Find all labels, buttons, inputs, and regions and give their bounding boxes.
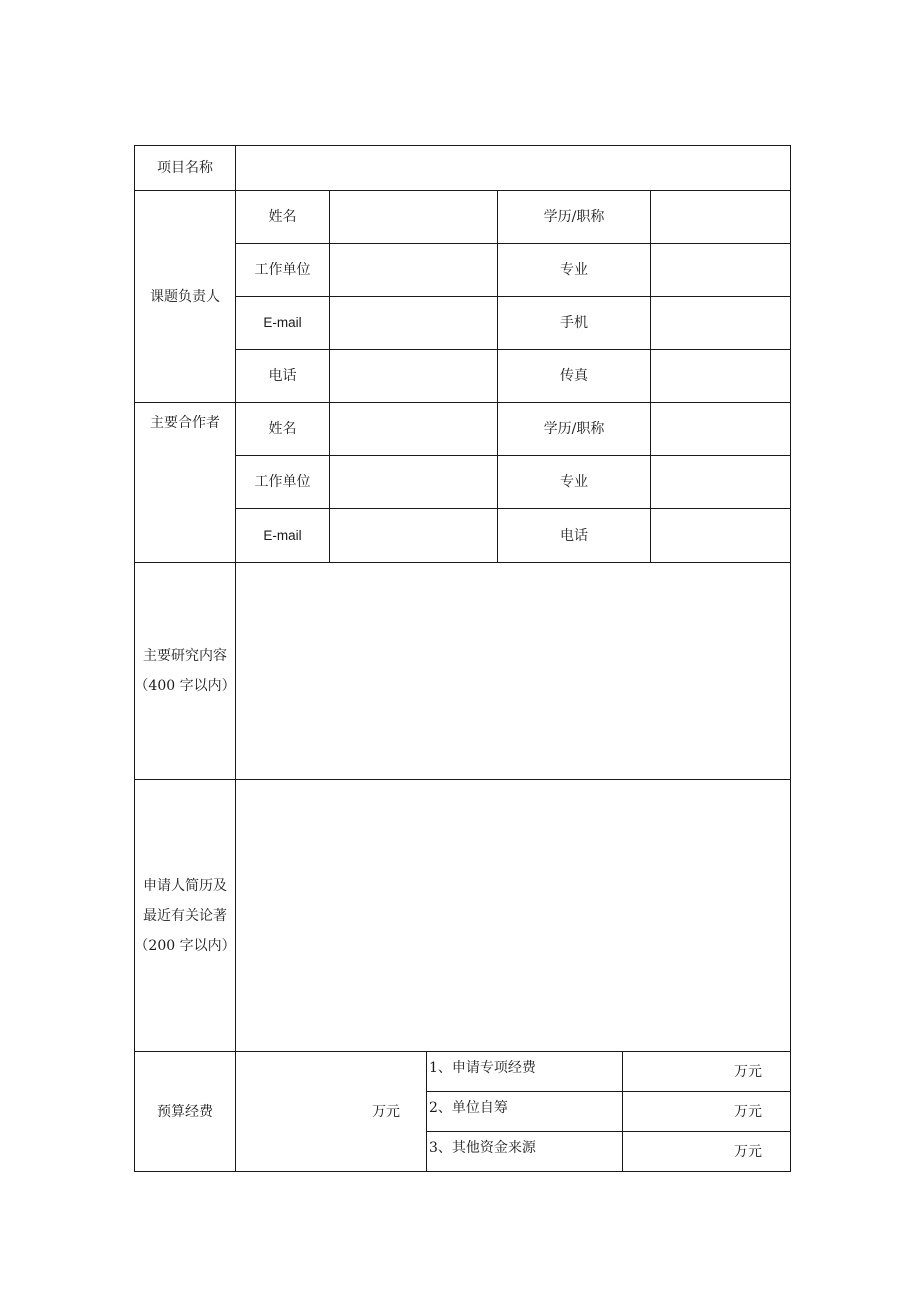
budget-item-3-field[interactable] [622, 1131, 791, 1172]
collaborator-phone-label: 电话 [497, 508, 651, 563]
resume-label-line1: 申请人简历及 [143, 877, 227, 894]
principal-email-label: E-mail [235, 296, 330, 350]
collaborator-unit-label: 工作单位 [235, 455, 330, 509]
resume-label [134, 779, 236, 1052]
budget-item-1-label: 1、申请专项经费 [426, 1051, 623, 1092]
principal-unit-label: 工作单位 [235, 243, 330, 297]
principal-fax-label: 传真 [497, 349, 651, 403]
principal-major-field[interactable] [650, 243, 791, 297]
principal-name-field[interactable] [329, 190, 498, 244]
budget-item-1-unit: 万元 [734, 1063, 762, 1080]
budget-item-3-unit: 万元 [734, 1143, 762, 1160]
principal-label: 课题负责人 [134, 190, 236, 403]
collaborator-major-field[interactable] [650, 455, 791, 509]
principal-major-label: 专业 [497, 243, 651, 297]
budget-item-2-label: 2、单位自筹 [426, 1091, 623, 1132]
research-content-label-line1: 主要研究内容 [143, 648, 227, 664]
principal-unit-field[interactable] [329, 243, 498, 297]
budget-total-field[interactable] [235, 1051, 427, 1172]
resume-label-line3: （200 字以内） [134, 937, 236, 954]
principal-mobile-label: 手机 [497, 296, 651, 350]
principal-education-label: 学历/职称 [497, 190, 651, 244]
principal-name-label: 姓名 [235, 190, 330, 244]
collaborator-unit-field[interactable] [329, 455, 498, 509]
principal-education-field[interactable] [650, 190, 791, 244]
research-content-label [134, 562, 236, 780]
collaborator-education-field[interactable] [650, 402, 791, 456]
principal-phone-label: 电话 [235, 349, 330, 403]
collaborator-name-label: 姓名 [235, 402, 330, 456]
budget-item-1-field[interactable] [622, 1051, 791, 1092]
resume-field[interactable] [235, 779, 791, 1052]
collaborator-name-field[interactable] [329, 402, 498, 456]
research-content-field[interactable] [235, 562, 791, 780]
principal-mobile-field[interactable] [650, 296, 791, 350]
budget-item-3-label: 3、其他资金来源 [426, 1131, 623, 1172]
resume-label-line2: 最近有关论著 [143, 907, 227, 924]
collaborator-education-label: 学历/职称 [497, 402, 651, 456]
project-name-field[interactable] [235, 145, 791, 191]
application-form-table [134, 145, 791, 1172]
collaborator-email-label: E-mail [235, 508, 330, 563]
budget-item-2-unit: 万元 [734, 1103, 762, 1120]
collaborator-major-label: 专业 [497, 455, 651, 509]
budget-total-unit: 万元 [372, 1103, 400, 1120]
budget-label: 预算经费 [134, 1051, 236, 1172]
collaborator-email-field[interactable] [329, 508, 498, 563]
project-name-label: 项目名称 [134, 145, 236, 191]
collaborator-phone-field[interactable] [650, 508, 791, 563]
principal-fax-field[interactable] [650, 349, 791, 403]
principal-email-field[interactable] [329, 296, 498, 350]
principal-phone-field[interactable] [329, 349, 498, 403]
collaborators-label: 主要合作者 [134, 402, 236, 563]
research-content-label-line2: （400 字以内） [134, 678, 236, 694]
budget-item-2-field[interactable] [622, 1091, 791, 1132]
